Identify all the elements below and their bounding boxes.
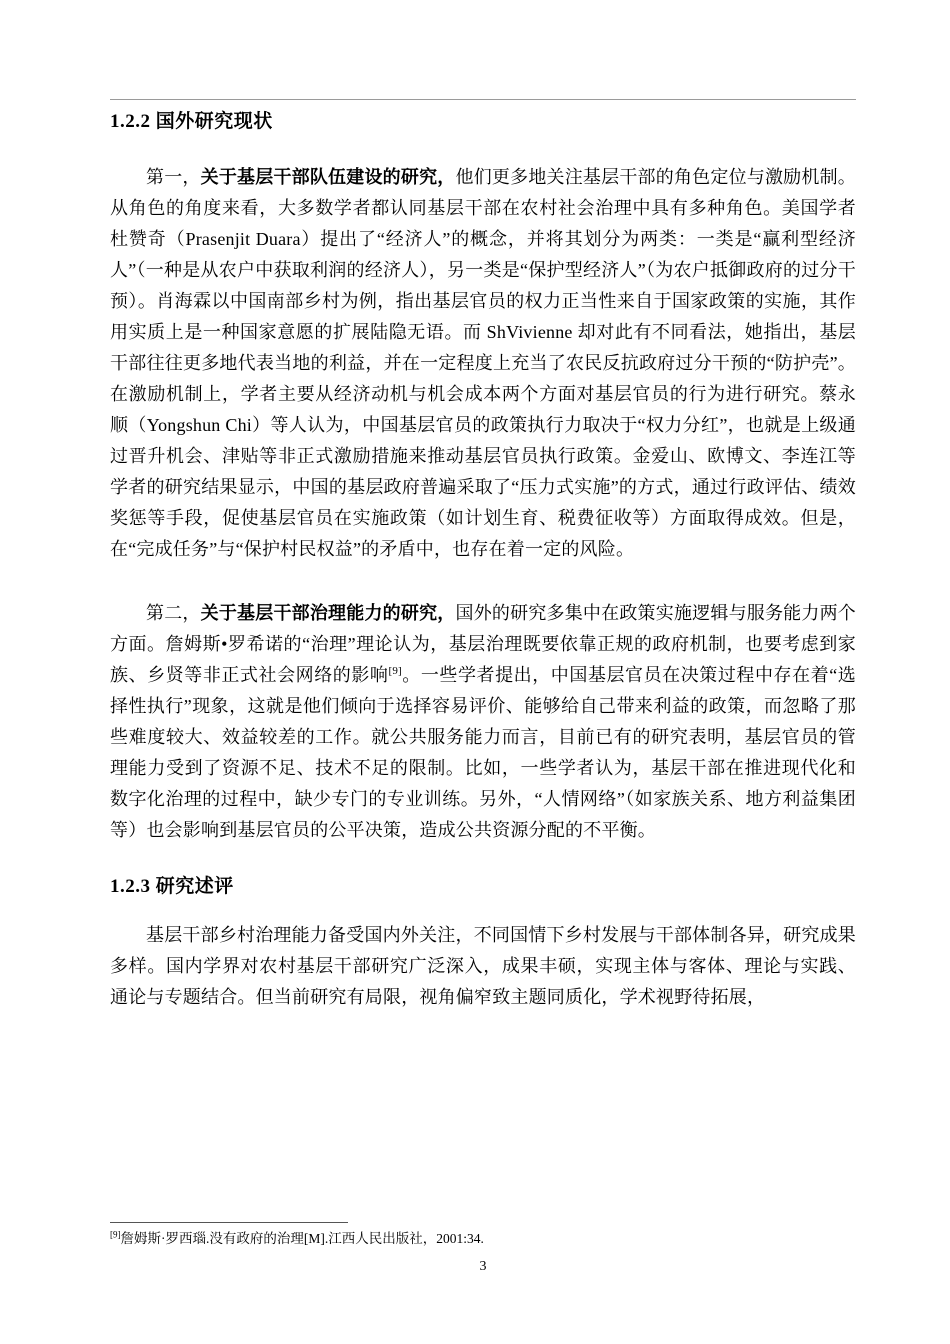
footnote-text: 詹姆斯·罗西瑙.没有政府的治理[M].江西人民出版社，2001:34. <box>120 1231 484 1246</box>
paragraph-2 <box>110 598 856 846</box>
page-number: 3 <box>479 1259 487 1274</box>
text-run: 他们更多地关注基层干部的角色定位与激励机制。从角色的角度来看，大多数学者都认同基层干部在农村社会治理中具有多种角色。美国学者杜赞奇（Prasenjit Duara）提出了“经济人”的概念，并将其划分为两类：一类是“赢利型经济人”（一种是从农户中获取利润的经济人），另一类是“保护型经济人”（为农户抵御政府的过分干预）。肖海霖以中国南部乡村为例，指出基层官员的权力正当性来自于国家政策的实施，其作用实质上是一种国家意愿的扩展陆隐无语。而 ShVivienne 却对此有不同看法，她指出，基层干部往往更多地代表当地的利益，并在一定程度上充当了农民反抗政府过分干预的“防护壳”。在激励机制上，学者主要从经济动机与机会成本两个方面对基层官员的行为进行研究。蔡永顺（Yongshun Chi）等人认为，中国基层官员的政策执行力取决于“权力分红”，也就是上级通过晋升机会、津贴等非正式激励措施来推动基层官员执行政策。金爱山、欧博文、李连江等学者的研究结果显示，中国的基层政府普遍采取了“压力式实施”的方式，通过行政评估、绩效奖惩等手段，促使基层官员在实施政策（如计划生育、税费征收等）方面取得成效。但是，在“完成任务”与“保护村民权益”的矛盾中，也存在着一定的风险。 <box>110 167 856 559</box>
text-run: 第一， <box>146 167 201 187</box>
footnote-marker: [9] <box>110 1229 121 1240</box>
footnote-separator <box>110 1222 348 1223</box>
header-rule <box>110 99 856 100</box>
text-run-bold: 关于基层干部队伍建设的研究， <box>200 167 456 187</box>
page-content <box>110 99 856 1013</box>
text-run: 基层干部乡村治理能力备受国内外关注，不同国情下乡村发展与干部体制各异，研究成果多样。国内学界对农村基层干部研究广泛深入，成果丰硕，实现主体与客体、理论与实践、通论与专题结合。但当前研究有局限，视角偏窄致主题同质化，学术视野待拓展， <box>110 925 856 1007</box>
footnote <box>110 1229 856 1248</box>
section-heading-1-2-3: 1.2.3 研究述评 <box>110 876 234 897</box>
text-run: 国外的研究多集中在政策实施逻辑与服务能力两个方面。詹姆斯•罗希诺的“治理”理论认为，基层治理既要依靠正规的政府机制，也要考虑到家族、乡贤等非正式社会网络的影响 <box>110 603 856 685</box>
text-run: 。一些学者提出，中国基层官员在决策过程中存在着“选择性执行”现象，这就是他们倾向于选择容易评价、能够给自己带来利益的政策，而忽略了那些难度较大、效益较差的工作。就公共服务能力而言，目前已有的研究表明，基层官员的管理能力受到了资源不足、技术不足的限制。比如，一些学者认为，基层干部在推进现代化和数字化治理的过程中，缺少专门的专业训练。另外，“人情网络”（如家族关系、地方利益集团等）也会影响到基层官员的公平决策，造成公共资源分配的不平衡。 <box>110 665 856 840</box>
page-footer <box>110 1222 856 1275</box>
section-heading-1-2-2: 1.2.2 国外研究现状 <box>110 111 273 132</box>
footnote-reference: [9] <box>388 665 402 677</box>
paragraph-3 <box>110 920 856 1013</box>
paragraph-1 <box>110 162 856 565</box>
text-run-bold: 关于基层干部治理能力的研究， <box>200 603 456 623</box>
text-run: 第二， <box>146 603 201 623</box>
